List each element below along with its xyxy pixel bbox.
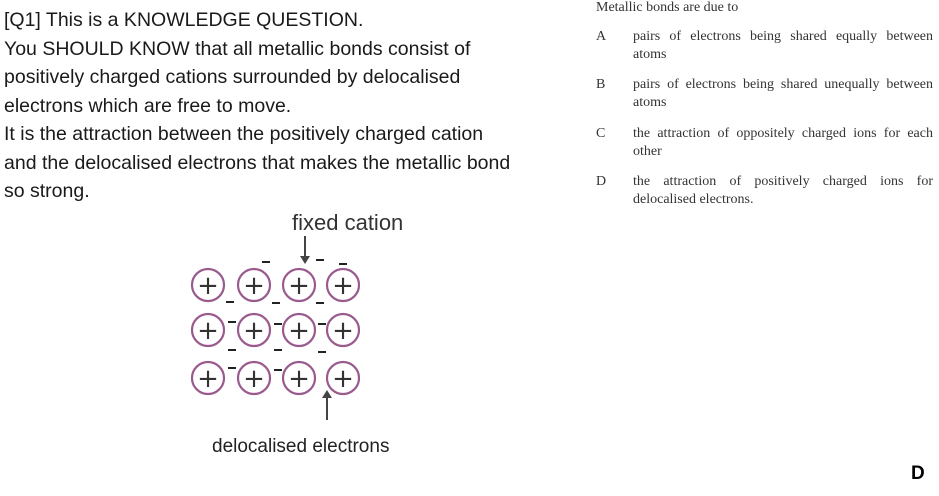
option-text: pairs of electrons being shared unequally between atoms: [633, 77, 933, 110]
cation-charge: +: [197, 316, 219, 346]
cation: [283, 269, 315, 301]
cation-charge: +: [197, 271, 219, 301]
delocalised-electrons-label: delocalised electrons: [212, 436, 390, 457]
cation-charge: +: [332, 316, 354, 346]
explanation-text: [4, 6, 579, 206]
explanation-line: It is the attraction between the positively charged cation: [4, 123, 484, 145]
option-letter: D: [596, 174, 607, 189]
cation: [327, 362, 359, 394]
answer-label: D: [911, 463, 925, 484]
cation-charge: +: [332, 271, 354, 301]
cation: [238, 269, 270, 301]
explanation-line: You SHOULD KNOW that all metallic bonds consist of: [4, 37, 471, 60]
cation-lattice: [192, 260, 359, 394]
cation-charge: +: [288, 316, 310, 346]
option-text: the attraction of positively charged ions for delocalised electrons.: [633, 174, 933, 207]
cation: [283, 362, 315, 394]
fixed-cation-label: fixed cation: [292, 210, 404, 235]
arrow-head: [300, 256, 310, 264]
explanation-line: [Q1] This is a KNOWLEDGE QUESTION.: [4, 9, 364, 31]
cation: [238, 362, 270, 394]
fixed-cation-arrow: [300, 236, 310, 264]
arrow-head: [322, 390, 332, 398]
cation: [192, 314, 224, 346]
cation-charge: +: [288, 271, 310, 301]
cation-charge: +: [332, 364, 354, 394]
cation-charge: +: [243, 271, 265, 301]
cation-charge: +: [288, 364, 310, 394]
delocalised-electron-arrow: [322, 390, 332, 420]
question-stem: Metallic bonds are due to: [596, 0, 739, 15]
cation: [327, 269, 359, 301]
explanation-line: and the delocalised electrons that makes the metallic bond: [4, 151, 511, 174]
option-text: the attraction of oppositely charged ions for each other: [633, 126, 933, 159]
option-letter: A: [596, 29, 607, 44]
option-letter: C: [596, 126, 606, 141]
cation: [192, 269, 224, 301]
cation: [327, 314, 359, 346]
explanation-line: so strong.: [4, 180, 90, 202]
explanation-line: positively charged cations surrounded by delocalised: [4, 66, 461, 88]
cation-charge: +: [197, 364, 219, 394]
cation: [283, 314, 315, 346]
option-letter: B: [596, 77, 606, 92]
metallic-lattice-diagram: [150, 200, 450, 470]
cation: [238, 314, 270, 346]
cation-charge: +: [243, 364, 265, 394]
explanation-line: electrons which are free to move.: [4, 94, 292, 117]
cation-charge: +: [243, 316, 265, 346]
option-text: pairs of electrons being shared equally between atoms: [633, 29, 933, 62]
cation: [192, 362, 224, 394]
